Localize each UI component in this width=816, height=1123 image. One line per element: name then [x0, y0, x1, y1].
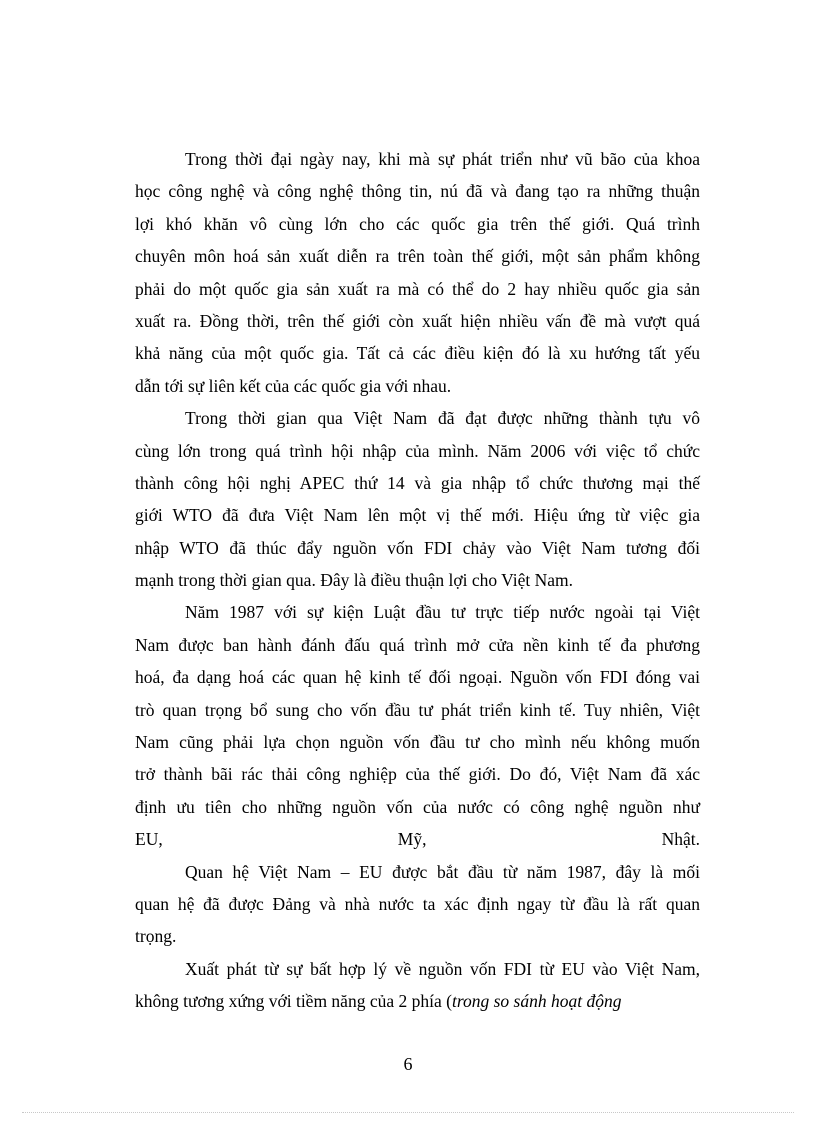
text-line: thành công hội nghị APEC thứ 14 và gia nhập tổ chức thương mại thế	[135, 472, 700, 493]
text-line-italic: trong so sánh hoạt động	[451, 991, 622, 1012]
page-bottom-divider	[22, 1112, 794, 1113]
paragraph-4	[135, 856, 700, 953]
text-line: hoá, đa dạng hoá các quan hệ kinh tế đối ngoại. Nguồn vốn FDI đóng vai	[135, 667, 700, 688]
text-line: Quan hệ Việt Nam – EU được bắt đầu từ năm 1987, đây là mối	[185, 861, 700, 882]
text-line: khả năng của một quốc gia. Tất cả các điều kiện đó là xu hướng tất yếu	[135, 343, 700, 364]
text-line: nhập WTO đã thúc đẩy nguồn vốn FDI chảy vào Việt Nam tương đối	[135, 537, 700, 558]
text-line: mạnh trong thời gian qua. Đây là điều thuận lợi cho Việt Nam.	[135, 570, 574, 591]
page-number: 6	[403, 1054, 413, 1074]
text-line: phải do một quốc gia sản xuất ra mà có thể do 2 hay nhiều quốc gia sản	[135, 278, 700, 299]
text-line: dẫn tới sự liên kết của các quốc gia với nhau.	[135, 375, 452, 396]
text-line: quan hệ đã được Đảng và nhà nước ta xác định ngay từ đầu là rất quan	[135, 893, 700, 914]
text-line: Năm 1987 với sự kiện Luật đầu tư trực tiếp nước ngoài tại Việt	[185, 602, 700, 623]
text-line: Nam cũng phải lựa chọn nguồn vốn đầu tư cho mình nếu không muốn	[135, 732, 700, 753]
text-line	[135, 985, 700, 1017]
text-line: Trong thời gian qua Việt Nam đã đạt được những thành tựu vô	[185, 408, 700, 429]
text-line: EU, Mỹ, Nhật.	[135, 829, 700, 850]
text-line: Nam được ban hành đánh đấu quá trình mở cửa nền kinh tế đa phương	[135, 634, 700, 655]
paragraph-5	[135, 953, 700, 1018]
text-line: cùng lớn trong quá trình hội nhập của mình. Năm 2006 với việc tổ chức	[135, 440, 700, 461]
text-line: Xuất phát từ sự bất hợp lý về nguồn vốn FDI từ EU vào Việt Nam,	[185, 958, 700, 979]
text-line: trở thành bãi rác thải công nghiệp của thế giới. Do đó, Việt Nam đã xác	[135, 764, 700, 785]
text-line: Trong thời đại ngày nay, khi mà sự phát triển như vũ bão của khoa	[185, 149, 700, 169]
text-line: chuyên môn hoá sản xuất diễn ra trên toàn thế giới, một sản phẩm không	[135, 246, 700, 267]
text-line: trọng.	[135, 926, 177, 947]
text-line: lợi khó khăn vô cùng lớn cho các quốc gia trên thế giới. Quá trình	[135, 213, 700, 234]
text-line: định ưu tiên cho những nguồn vốn của nước có công nghệ nguồn như	[135, 796, 700, 817]
text-line: trò quan trọng bổ sung cho vốn đầu tư phát triển kinh tế. Tuy nhiên, Việt	[135, 699, 700, 720]
text-line: xuất ra. Đồng thời, trên thế giới còn xuất hiện nhiều vấn đề mà vượt quá	[135, 310, 700, 331]
body-text	[135, 143, 700, 1018]
text-line: giới WTO đã đưa Việt Nam lên một vị thế mới. Hiệu ứng từ việc gia	[135, 505, 700, 526]
paragraph-1	[135, 143, 700, 402]
paragraph-2	[135, 402, 700, 596]
paragraph-3	[135, 596, 700, 855]
text-line: học công nghệ và công nghệ thông tin, nú đã và đang tạo ra những thuận	[135, 181, 700, 202]
text-line-plain: không tương xứng với tiềm năng của 2 phía (	[135, 991, 452, 1012]
